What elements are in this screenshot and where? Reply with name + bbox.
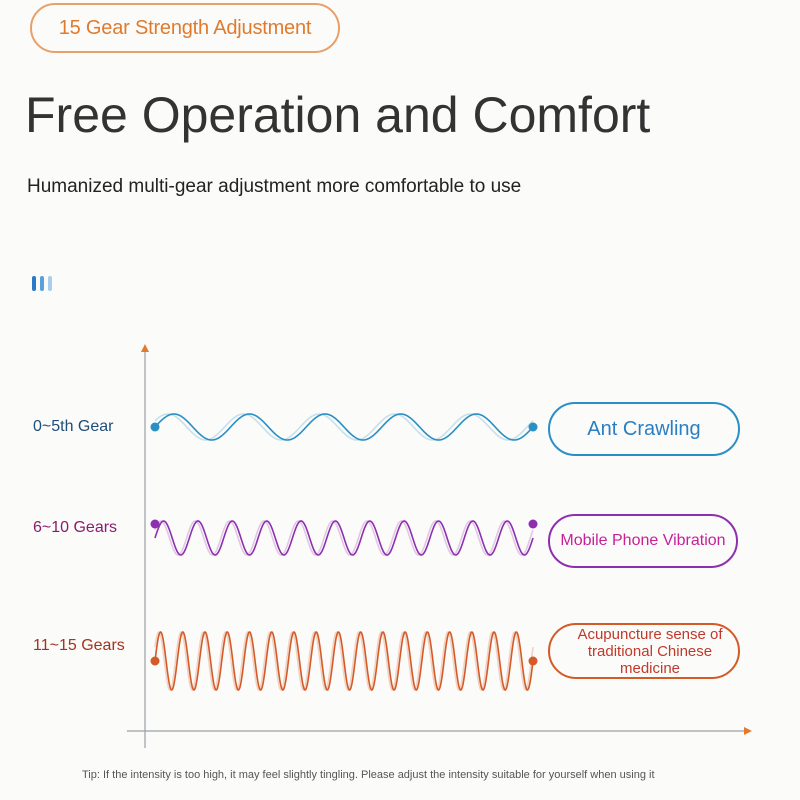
- x-axis-arrow: [744, 727, 752, 735]
- page-title: Free Operation and Comfort: [25, 87, 651, 143]
- wave-end-dot: [529, 520, 538, 529]
- wave-group: [151, 414, 538, 690]
- wave-start-dot: [151, 520, 160, 529]
- sensation-text: Acupuncture sense of traditional Chinese medicine: [577, 625, 723, 677]
- wave-line: [155, 414, 533, 440]
- wave-end-dot: [529, 423, 538, 432]
- level-label-high: 11~15 Gears: [33, 637, 125, 654]
- wave-low: [151, 414, 538, 440]
- wave-high: [151, 632, 538, 690]
- level-label-mid: 6~10 Gears: [33, 519, 118, 536]
- usage-tip: Tip: If the intensity is too high, it may feel slightly tingling. Please adjust the intensity suitable for yourself when using it: [82, 769, 655, 781]
- level-label-low: 0~5th Gear: [33, 418, 114, 435]
- sensation-text: Ant Crawling: [587, 417, 701, 440]
- wave-mid: [151, 520, 538, 556]
- wave-line: [155, 521, 533, 555]
- sensation-pill-phone-vibration: [548, 514, 738, 568]
- sensation-pill-ant-crawling: [548, 402, 740, 456]
- wave-start-dot: [151, 657, 160, 666]
- sensation-pill-acupuncture: [548, 623, 740, 679]
- wave-end-dot: [529, 657, 538, 666]
- badge-text: 15 Gear Strength Adjustment: [58, 16, 312, 39]
- sensation-text: Mobile Phone Vibration: [560, 532, 726, 549]
- wave-start-dot: [151, 423, 160, 432]
- y-axis-arrow: [141, 344, 149, 352]
- page-subtitle: Humanized multi-gear adjustment more comfortable to use: [27, 176, 522, 197]
